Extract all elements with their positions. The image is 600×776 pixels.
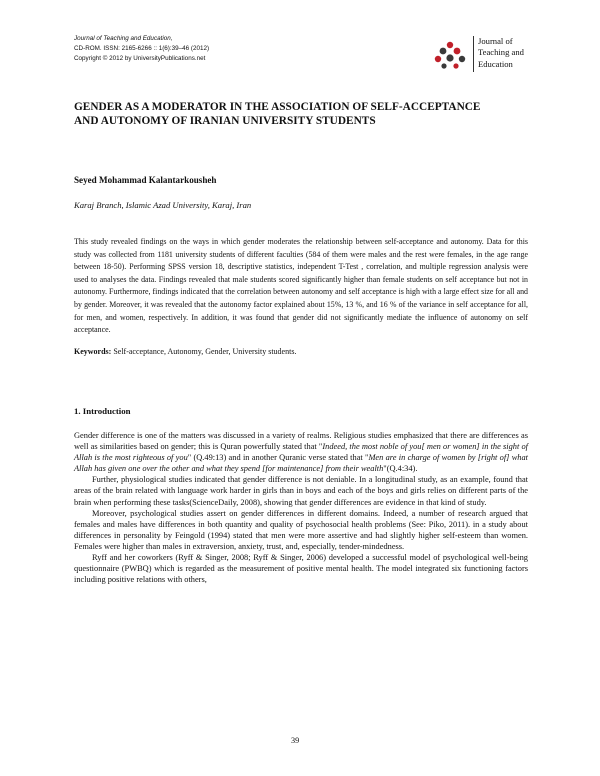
- keywords-label: Keywords:: [74, 347, 112, 356]
- keywords: [74, 347, 296, 356]
- paragraph: Ryff and her coworkers (Ryff & Singer, 2008; Ryff & Singer, 2006) developed a successful model of psychological well-being questionnaire (PWBQ) which is regarded as the measurement of positive mental health. The model integrated six functioning factors including positive relations with others,: [74, 553, 528, 585]
- paragraph-text: "(Q.4:34).: [383, 464, 418, 474]
- quran-quote: Men are in charge of women by [right of] what Allah has given one over the other and what they spend [for maintenance] from their wealth: [74, 453, 528, 474]
- paragraph: Moreover, psychological studies assert on gender differences in different domains. Indeed, a number of research argued that females and males have differences in both quantity and quality of psychosocial health problems (See: Piko, 2011). in a study about differences in personality by Feingold (1994) stated that men were more assertive and had slightly higher self-esteem than women. Females were higher than males in extraversion, anxiety, trust, and, especially, tender-mindedness.: [74, 508, 528, 551]
- journal-copyright: Copyright © 2012 by UniversityPublications.net: [74, 55, 206, 62]
- page-number: 39: [291, 736, 300, 745]
- abstract: This study revealed findings on the ways in which gender moderates the relationship between self-acceptance and autonomy. Data for this study was collected from 1181 university students of different faculties (584 of them were males and the rest were females, in the age range between 18-50). Performing SPSS version 18, descriptive statistics, independent T-Test , correlation, and multiple regression analysis were used to analyses the data. Findings revealed that male students scored significantly higher than female students on self acceptance but not in autonomy. Furthermore, findings indicated that the correlation between autonomy and self acceptance is high with a large effect size for all and by gender. Moreover, it was revealed that the autonomy factor explained about 15%, 13 %, and 16 % of the variance in self acceptance for all, for men, and women, respectively. In addition, it was found that gender did not significantly mediate the influence of autonomy on self acceptance.: [74, 237, 528, 335]
- journal-logo-icon: [431, 39, 469, 69]
- journal-meta: [74, 34, 209, 64]
- paper-title: GENDER AS A MODERATOR IN THE ASSOCIATION OF SELF-ACCEPTANCE AND AUTONOMY OF IRANIAN UNIVERSITY STUDENTS: [74, 101, 481, 128]
- paper-affiliation: Karaj Branch, Islamic Azad University, Karaj, Iran: [74, 200, 252, 210]
- section-heading: 1. Introduction: [74, 406, 131, 416]
- logo-text: [478, 36, 524, 70]
- journal-name: Journal of Teaching and Education,: [74, 35, 173, 42]
- paragraph-text: Gender difference is one of the matters was discussed in a variety of realms. Religious studies emphasized that there are differences as well as similarities based on gender; this is Quran powerfully stated that ": [74, 431, 528, 452]
- section-body: [74, 430, 528, 585]
- paragraph: Further, physiological studies indicated that gender difference is not deniable. In a longitudinal study, as an example, found that areas of the brain related with language work harder in girls than in boys and each of the boys and girls relies on different parts of the brain when performing these tasks(ScienceDaily, 2008), showing that gender differences are evidence in that kind of study.: [74, 475, 528, 507]
- paragraph: [74, 430, 528, 474]
- paragraph-text: " (Q.49:13) and in another Quranic verse stated that ": [187, 453, 369, 463]
- logo-line-1: Journal of: [478, 36, 513, 46]
- logo-line-2: Teaching and: [478, 47, 524, 58]
- logo-line-3: Education: [478, 58, 513, 69]
- logo-divider: [473, 36, 474, 72]
- quran-quote: Indeed, the most noble of you[ men or women] in the sight of Allah is the most righteous of you: [74, 442, 529, 463]
- keywords-list: Self-acceptance, Autonomy, Gender, University students.: [111, 347, 297, 356]
- journal-logo: [431, 34, 531, 74]
- journal-issn: CD-ROM. ISSN: 2165-6266 :: 1(6):39–46 (2012): [74, 45, 210, 52]
- paper-author: Seyed Mohammad Kalantarkousheh: [74, 175, 217, 185]
